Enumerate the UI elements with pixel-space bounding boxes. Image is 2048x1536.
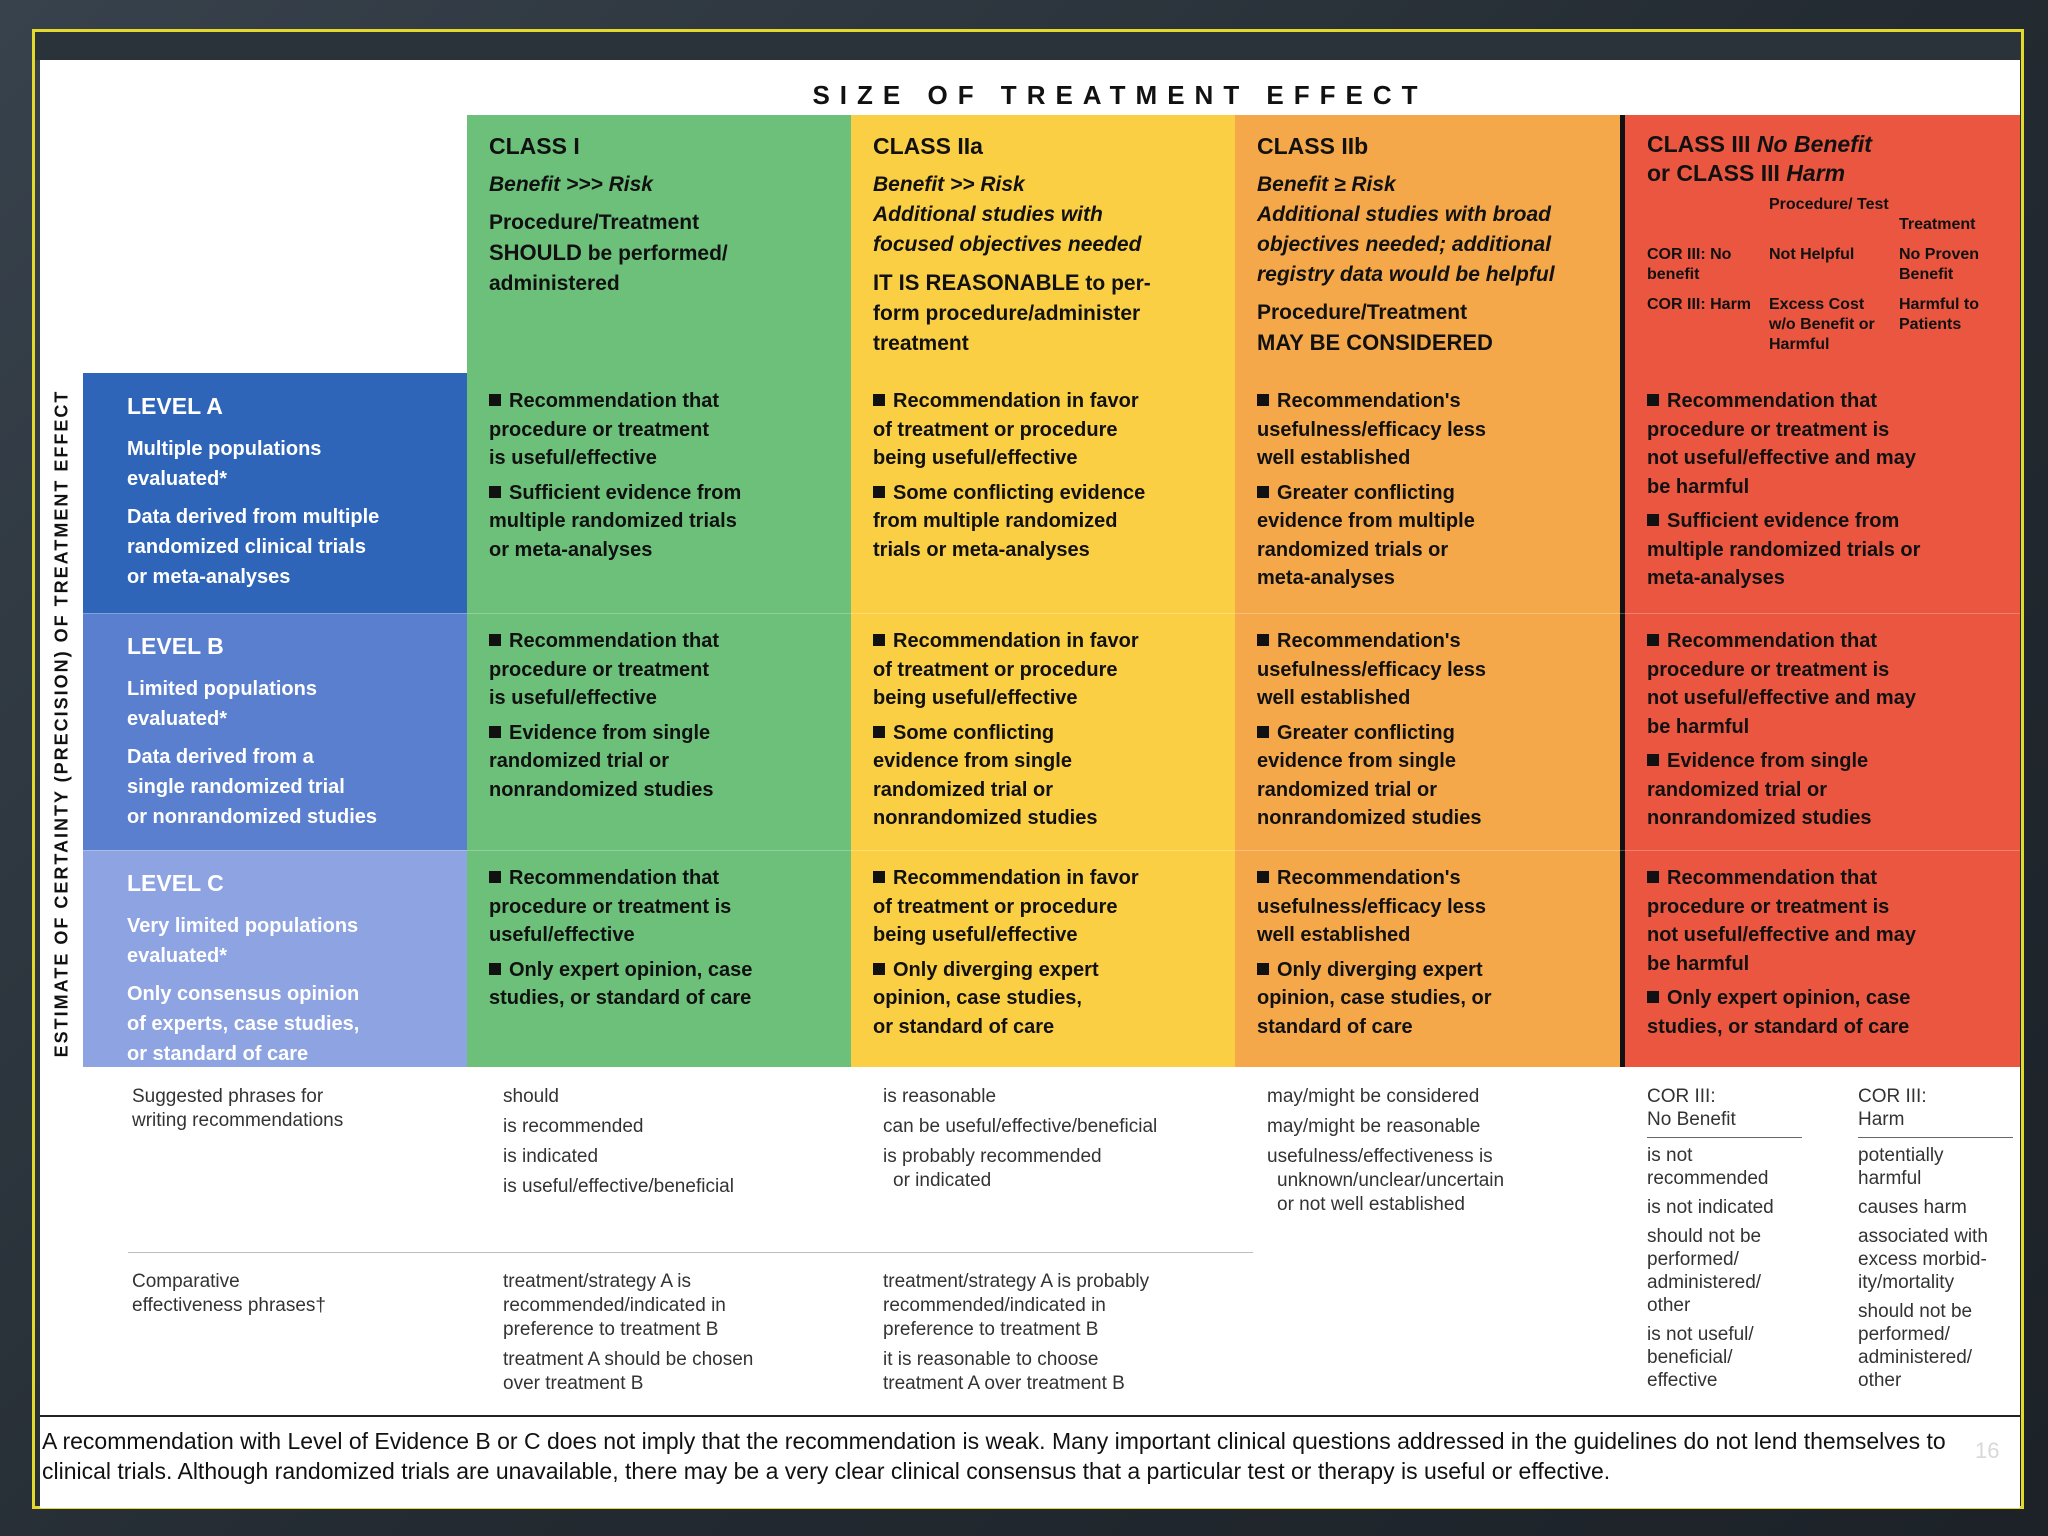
level-a-cell: [83, 373, 467, 613]
class-iia-text3: treatment: [873, 332, 969, 355]
footnote-text: A recommendation with Level of Evidence B or C does not imply that the recommendation is weak. Many important clinical questions addressed in the guidelines do not lend themselves to clinical trials. Although randomized trials are unavailable, there may be a very clear clinical consensus that a particular test or therapy is useful or effective.: [42, 1428, 1946, 1484]
level-b-line5: or nonrandomized studies: [127, 806, 378, 828]
level-b-line1: Limited populations: [127, 678, 317, 700]
class-iii-header: [1625, 115, 2020, 373]
level-b-line3: Data derived from a: [127, 746, 314, 768]
class-i-text2: SHOULD be performed/: [489, 240, 728, 265]
class-iii-divider: [1620, 115, 1625, 1067]
rec-c-class-iia: Recommendation in favor of treatment or procedure being useful/effective Only diverging expert opinion, case studies, or standard of care: [851, 850, 1235, 1067]
comparative-class-i: treatment/strategy A is recommended/indicated in preference to treatment B treatment A should be chosen over treatment B: [503, 1271, 754, 1394]
class-iib-subtitle: Benefit ≥ Risk: [1257, 173, 1396, 196]
class-iia-name: CLASS IIa: [873, 133, 983, 159]
class-iii-name-harm: or CLASS III Harm: [1647, 160, 1846, 186]
level-b-name: LEVEL B: [127, 633, 224, 659]
table-title: SIZE OF TREATMENT EFFECT: [812, 80, 1428, 110]
level-c-name: LEVEL C: [127, 870, 224, 896]
class-iii-grid: [1647, 195, 1998, 355]
class-iib-italic2: objectives needed; additional: [1257, 233, 1552, 256]
class-i-text3: administered: [489, 272, 620, 295]
class-i-header: [467, 115, 851, 373]
phrases-class-i: should is recommended is indicated is useful/effective/beneficial: [503, 1086, 734, 1197]
level-c-line1: Very limited populations: [127, 915, 359, 937]
class-iib-italic1: Additional studies with broad: [1257, 203, 1551, 226]
class-iia-text2: form procedure/administer: [873, 302, 1141, 325]
class-iia-italic1: Additional studies with: [873, 203, 1103, 226]
slide-top-bar: [35, 32, 2021, 60]
class-iii-row1-label: COR III: No benefit: [1647, 246, 1732, 283]
level-b-line2: evaluated*: [127, 708, 228, 730]
level-a-name: LEVEL A: [127, 393, 223, 419]
class-i-subtitle: Benefit >>> Risk: [489, 173, 653, 196]
phrases-separator: [128, 1252, 1253, 1253]
row-separator-bc: [83, 850, 2020, 851]
rec-a-class-iii: Recommendation that procedure or treatment is not useful/effective and may be harmful Sufficient evidence from multiple randomized trials or meta-analyses: [1625, 373, 2020, 613]
phrases-cor-harm: COR III: Harm potentially harmful causes harm associated with excess morbid- ity/mortality should not be performed/ administered/ other: [1858, 1085, 2013, 1392]
rec-c-class-iii: Recommendation that procedure or treatment is not useful/effective and may be harmful Only expert opinion, case studies, or standard of care: [1625, 850, 2020, 1067]
level-b-cell: [83, 613, 467, 850]
class-iib-text2: MAY BE CONSIDERED: [1257, 330, 1493, 355]
rec-a-class-iia: Recommendation in favor of treatment or procedure being useful/effective Some conflicting evidence from multiple randomized trials or meta-analyses: [851, 373, 1235, 613]
class-iii-row1-proc: Not Helpful: [1769, 246, 1855, 263]
class-iia-italic2: focused objectives needed: [873, 233, 1142, 256]
rec-a-class-i: Recommendation that procedure or treatment is useful/effective Sufficient evidence from multiple randomized trials or meta-analyses: [467, 373, 851, 613]
class-iii-row2-proc: Excess Cost w/o Benefit or Harmful: [1769, 296, 1875, 353]
class-iii-row1-treat: No Proven Benefit: [1899, 246, 1980, 283]
class-iia-text1: IT IS REASONABLE to per-: [873, 270, 1151, 295]
level-b-line4: single randomized trial: [127, 776, 345, 798]
rec-c-class-iib: Recommendation's usefulness/efficacy less well established Only diverging expert opinion, case studies, or standard of care: [1235, 850, 1620, 1067]
rec-b-class-iib: Recommendation's usefulness/efficacy less well established Greater conflicting evidence from single randomized trial or nonrandomized studies: [1235, 613, 1620, 850]
phrases-cor-nobenefit: COR III: No Benefit is not recommended is not indicated should not be performed/ administered/ other is not useful/ beneficial/ effective: [1647, 1085, 1802, 1392]
class-iia-header: [851, 115, 1235, 373]
level-a-line2: evaluated*: [127, 468, 228, 490]
comparative-label: Comparative effectiveness phrases†: [132, 1271, 326, 1316]
slide: [40, 60, 2020, 1508]
class-iii-col-treat: Treatment: [1899, 216, 1976, 233]
class-i-text1: Procedure/Treatment: [489, 211, 700, 234]
level-a-line4: randomized clinical trials: [127, 536, 366, 558]
rec-b-class-iia: Recommendation in favor of treatment or procedure being useful/effective Some conflicting evidence from single randomized trial or nonrandomized studies: [851, 613, 1235, 850]
row-separator-ab: [83, 613, 2020, 614]
class-iii-col-proc: Procedure/ Test: [1769, 196, 1889, 213]
class-iii-row2-label: COR III: Harm: [1647, 296, 1752, 313]
level-c-cell: [83, 850, 467, 1067]
class-iii-name-nobenefit: CLASS III No Benefit: [1647, 131, 1872, 157]
class-iib-name: CLASS IIb: [1257, 133, 1369, 159]
level-a-line3: Data derived from multiple: [127, 506, 380, 528]
level-c-line3: Only consensus opinion: [127, 983, 360, 1005]
rec-a-class-iib: Recommendation's usefulness/efficacy less well established Greater conflicting evidence from multiple randomized trials or meta-analyses: [1235, 373, 1620, 613]
level-c-line2: evaluated*: [127, 945, 228, 967]
footnote-rule: [40, 1415, 2020, 1417]
class-i-name: CLASS I: [489, 133, 580, 159]
class-iia-subtitle: Benefit >> Risk: [873, 173, 1025, 196]
rec-b-class-iii: Recommendation that procedure or treatment is not useful/effective and may be harmful Evidence from single randomized trial or nonrandomized studies: [1625, 613, 2020, 850]
level-a-line5: or meta-analyses: [127, 566, 291, 588]
comparative-class-iia: treatment/strategy A is probably recommended/indicated in preference to treatment B it is reasonable to choose treatment A over treatment B: [883, 1271, 1150, 1394]
level-c-line5: or standard of care: [127, 1043, 309, 1065]
class-iib-header: [1235, 115, 1620, 373]
side-label: ESTIMATE OF CERTAINTY (PRECISION) OF TREATMENT EFFECT: [51, 389, 72, 1057]
phrases-label: Suggested phrases for writing recommendations: [132, 1086, 344, 1131]
level-c-line4: of experts, case studies,: [127, 1013, 360, 1035]
slide-number: 16: [1975, 1438, 2000, 1463]
rec-c-class-i: Recommendation that procedure or treatment is useful/effective Only expert opinion, case studies, or standard of care: [467, 850, 851, 1067]
class-iii-row2-treat: Harmful to Patients: [1899, 296, 1979, 333]
phrases-class-iia: is reasonable can be useful/effective/beneficial is probably recommended or indicated: [883, 1086, 1158, 1191]
level-a-line1: Multiple populations: [127, 438, 322, 460]
rec-b-class-i: Recommendation that procedure or treatment is useful/effective Evidence from single randomized trial or nonrandomized studies: [467, 613, 851, 850]
phrases-class-iib: may/might be considered may/might be reasonable usefulness/effectiveness is unknown/unclear/uncertain or not well established: [1267, 1086, 1505, 1215]
class-iib-italic3: registry data would be helpful: [1257, 263, 1555, 286]
class-iib-text1: Procedure/Treatment: [1257, 301, 1468, 324]
